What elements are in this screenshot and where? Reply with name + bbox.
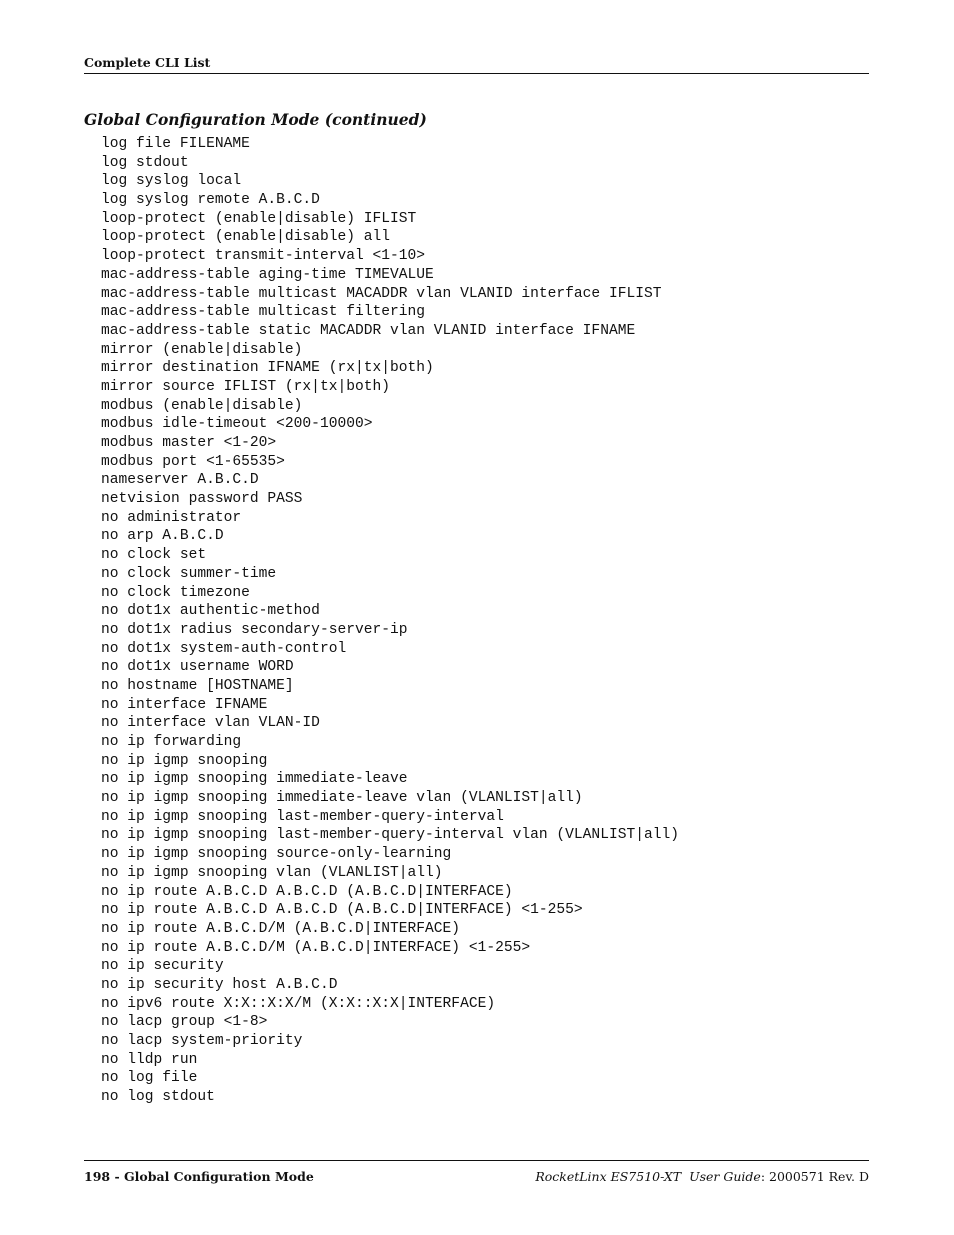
command-line: mac-address-table static MACADDR vlan VLANID interface IFNAME (101, 322, 636, 339)
command-line: loop-protect transmit-interval <1-10> (101, 248, 426, 265)
command-line: mirror source IFLIST (rx|tx|both) (101, 378, 391, 395)
command-line: log stdout (101, 154, 189, 171)
command-line: nameserver A.B.C.D (101, 472, 259, 489)
command-line: no ip igmp snooping immediate-leave vlan (VLANLIST|all) (101, 790, 583, 807)
command-line: mirror destination IFNAME (rx|tx|both) (101, 360, 434, 377)
command-line: modbus idle-timeout <200-10000> (101, 416, 373, 433)
command-line: no ip route A.B.C.D A.B.C.D (A.B.C.D|INTERFACE) <1-255> (101, 902, 583, 919)
command-line: no clock timezone (101, 584, 250, 601)
command-line: no arp A.B.C.D (101, 528, 224, 545)
command-line: no ip forwarding (101, 734, 242, 750)
command-line: no interface vlan VLAN-ID (101, 715, 320, 732)
command-line: no ip igmp snooping immediate-leave (101, 771, 408, 788)
command-line: no ipv6 route X:X::X:X/M (X:X::X:X|INTERFACE) (101, 995, 496, 1012)
command-line: no ip igmp snooping (101, 752, 268, 769)
command-line: no clock set (101, 547, 207, 564)
command-line: no ip security host A.B.C.D (101, 976, 338, 993)
command-line: no interface IFNAME (101, 696, 268, 713)
command-line: no lacp system-priority (101, 1033, 303, 1049)
command-line: no ip route A.B.C.D/M (A.B.C.D|INTERFACE) <1-255> (101, 939, 531, 956)
footer-doc-reference (535, 1169, 869, 1184)
command-line: no ip route A.B.C.D/M (A.B.C.D|INTERFACE) (101, 920, 461, 937)
command-line: loop-protect (enable|disable) all (101, 229, 391, 246)
footer-doc-number: : 2000571 Rev. D (760, 1169, 869, 1184)
command-line: no log file (101, 1070, 198, 1087)
command-line: no ip route A.B.C.D A.B.C.D (A.B.C.D|INTERFACE) (101, 883, 513, 900)
footer-product-title: RocketLinx ES7510-XT User Guide (535, 1169, 761, 1184)
command-line: modbus (enable|disable) (101, 397, 303, 414)
command-line: modbus master <1-20> (101, 435, 277, 451)
command-line: no hostname [HOSTNAME] (101, 677, 294, 694)
footer-page-label: 198 - Global Configuration Mode (84, 1169, 314, 1184)
footer-rule (84, 1160, 869, 1161)
command-line: no dot1x username WORD (101, 659, 294, 676)
command-line: log syslog local (101, 173, 242, 190)
command-line: no log stdout (101, 1089, 215, 1106)
command-line: no ip security (101, 958, 224, 975)
command-line: modbus port <1-65535> (101, 453, 285, 470)
command-line: mac-address-table multicast MACADDR vlan VLANID interface IFLIST (101, 285, 662, 302)
command-line: no ip igmp snooping vlan (VLANLIST|all) (101, 864, 443, 881)
command-line: mac-address-table aging-time TIMEVALUE (101, 266, 434, 283)
running-header: Complete CLI List (84, 55, 211, 70)
command-line: no ip igmp snooping last-member-query-interval vlan (VLANLIST|all) (101, 827, 680, 844)
command-line: netvision password PASS (101, 491, 303, 508)
command-line: no dot1x radius secondary-server-ip (101, 621, 408, 638)
command-line: log file FILENAME (101, 136, 250, 152)
command-line: mirror (enable|disable) (101, 341, 303, 358)
command-list (101, 135, 861, 1107)
section-heading: Global Configuration Mode (continued) (84, 110, 427, 129)
command-line: no ip igmp snooping source-only-learning (101, 846, 452, 863)
command-line: log syslog remote A.B.C.D (101, 192, 320, 209)
command-line: no dot1x system-auth-control (101, 640, 347, 657)
command-line: no lldp run (101, 1051, 198, 1068)
command-line: no clock summer-time (101, 565, 277, 582)
header-rule (84, 73, 869, 74)
command-line: no ip igmp snooping last-member-query-interval (101, 808, 504, 825)
command-line: loop-protect (enable|disable) IFLIST (101, 210, 417, 227)
command-line: mac-address-table multicast filtering (101, 304, 426, 321)
command-line: no lacp group <1-8> (101, 1014, 268, 1031)
command-line: no dot1x authentic-method (101, 603, 320, 620)
command-line: no administrator (101, 509, 242, 526)
